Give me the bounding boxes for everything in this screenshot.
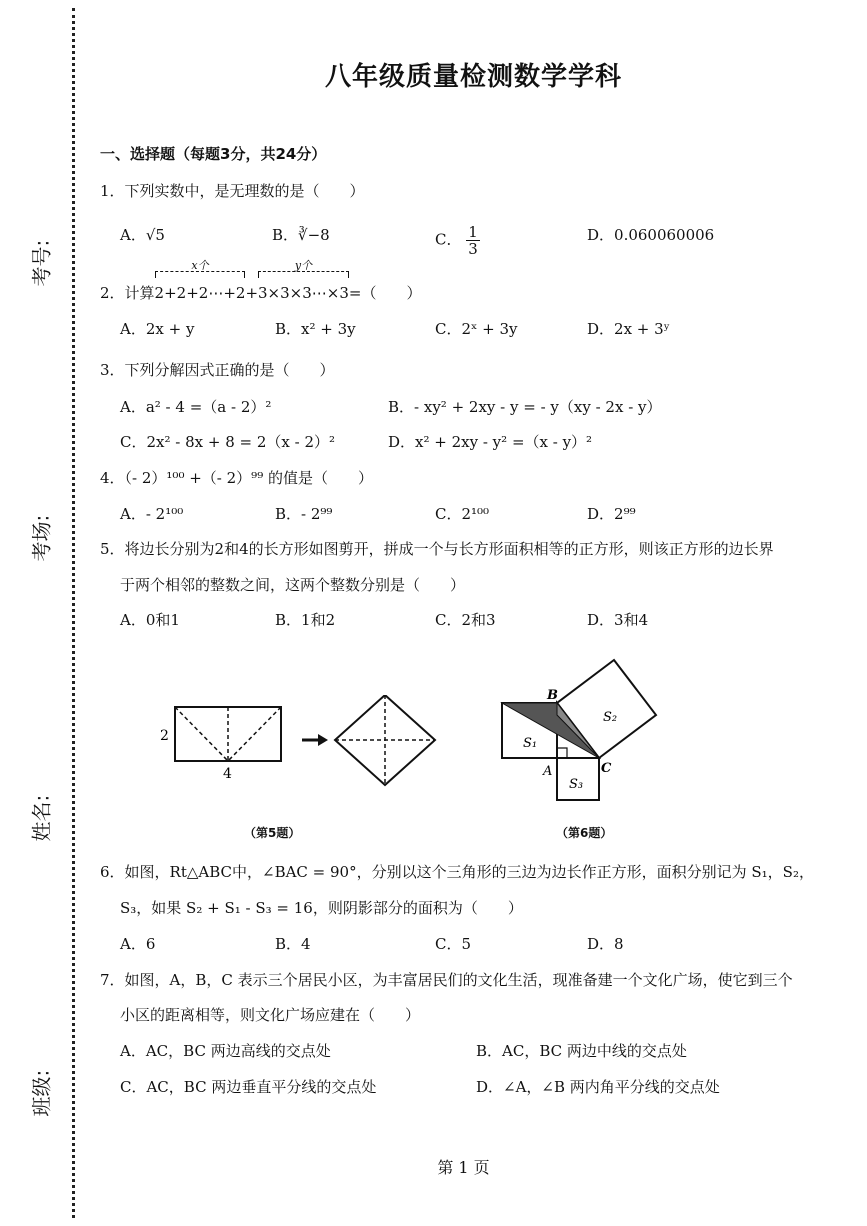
- q2-sum-count: x个: [191, 259, 209, 272]
- q1-option-a: A．√5: [120, 226, 165, 244]
- q7-option-a: A．AC，BC 两边高线的交点处: [120, 1042, 331, 1060]
- name-label: 姓名:: [29, 794, 54, 842]
- q5-option-a: A．0和1: [120, 611, 180, 629]
- q6-option-d: D．8: [587, 935, 624, 953]
- q2-suffix: =（ ）: [348, 284, 422, 302]
- binding-dotted-line: [72, 8, 75, 1218]
- page-title: 八年级质量检测数学学科: [324, 62, 622, 92]
- q6-shaded-region: [502, 703, 599, 758]
- q3-option-b: B．- xy² + 2xy - y = - y（xy - 2x - y）: [388, 398, 662, 416]
- class-label: 班级:: [29, 1069, 54, 1117]
- q5-cut-line: [175, 707, 228, 761]
- q2-option-c: C．2ˣ + 3y: [435, 320, 518, 338]
- q2-plus: +: [245, 284, 259, 302]
- q5-cut-line: [228, 707, 281, 761]
- q5-stem-line1: 5．将边长分别为2和4的长方形如图剪开，拼成一个与长方形面积相等的正方形，则该正方形的边长界: [100, 540, 774, 558]
- q4-stem: 4．（- 2）¹⁰⁰ +（- 2）⁹⁹ 的值是（ ）: [100, 469, 373, 487]
- q6-label-b: B: [547, 688, 558, 703]
- q6-option-a: A．6: [120, 935, 156, 953]
- q2-option-a: A．2x + y: [120, 320, 195, 338]
- q4-option-b: B．- 2⁹⁹: [275, 505, 333, 523]
- q5-stem-line2: 于两个相邻的整数之间，这两个整数分别是（ ）: [120, 576, 466, 594]
- q6-figure: [495, 655, 665, 805]
- q5-fig-side-label: 2: [160, 728, 169, 744]
- q2-product-count: y个: [294, 259, 313, 272]
- page-number: 第 1 页: [437, 1158, 490, 1177]
- q7-option-b: B．AC，BC 两边中线的交点处: [476, 1042, 687, 1060]
- q1-option-c: [435, 224, 480, 257]
- q5-option-d: D．3和4: [587, 611, 649, 629]
- q1-option-b: B．∛−8: [272, 226, 330, 244]
- exam-room-label: 考场:: [29, 514, 54, 562]
- q6-label-s3: S₃: [569, 777, 584, 792]
- q7-stem-line2: 小区的距离相等，则文化广场应建在（ ）: [120, 1006, 421, 1024]
- q1-option-c-label: C．: [435, 230, 462, 249]
- q6-label-c: C: [601, 761, 612, 776]
- arrow-head: [318, 734, 328, 746]
- q3-option-a: A．a² - 4 =（a - 2）²: [120, 398, 272, 416]
- q6-caption: （第6题）: [556, 826, 613, 840]
- q4-option-d: D．2⁹⁹: [587, 505, 636, 523]
- q2-option-d: D．2x + 3ʸ: [587, 320, 671, 338]
- q2-stem: [100, 259, 422, 303]
- q5-caption: （第5题）: [244, 826, 301, 840]
- q1-fraction-numerator: 1: [468, 223, 478, 241]
- q6-label-s2: S₂: [603, 710, 618, 725]
- q6-option-b: B．4: [275, 935, 311, 953]
- q2-product-terms: 3×3×3⋯×3: [258, 284, 349, 302]
- q2-option-b: B．x² + 3y: [275, 320, 356, 338]
- q2-sum-terms: 2+2+2⋯+2: [154, 284, 246, 302]
- q1-stem: 1．下列实数中，是无理数的是（ ）: [100, 182, 365, 200]
- q1-fraction-denominator: 3: [468, 240, 478, 258]
- q5-option-b: B．1和2: [275, 611, 336, 629]
- q2-prefix: 2．计算: [100, 284, 155, 302]
- q3-option-c: C．2x² - 8x + 8 = 2（x - 2）²: [120, 433, 336, 451]
- q4-option-a: A．- 2¹⁰⁰: [120, 505, 184, 523]
- q6-stem-line1: 6．如图，Rt△ABC中，∠BAC = 90°，分别以这个三角形的三边为边长作正方形，面积分别记为 S₁，S₂，: [100, 863, 814, 881]
- section-heading: 一、选择题（每题3分，共24分）: [100, 145, 327, 163]
- q6-square-s2: [557, 660, 656, 758]
- q3-stem: 3．下列分解因式正确的是（ ）: [100, 361, 335, 379]
- q7-option-c: C．AC，BC 两边垂直平分线的交点处: [120, 1078, 377, 1096]
- right-angle-mark: [557, 748, 567, 758]
- q5-fig-bottom-label: 4: [223, 766, 232, 782]
- q6-label-s1: S₁: [523, 736, 538, 751]
- q7-stem-line1: 7．如图，A，B，C 表示三个居民小区，为丰富居民们的文化生活，现准备建一个文化广场，使它到三个: [100, 971, 793, 989]
- q1-option-d: D．0.060060006: [587, 226, 715, 244]
- exam-number-label: 考号:: [29, 239, 54, 287]
- q5-figure: [150, 695, 450, 790]
- q3-option-d: D．x² + 2xy - y² =（x - y）²: [388, 433, 593, 451]
- q6-stem-line2: S₃，如果 S₂ + S₁ - S₃ = 16，则阴影部分的面积为（ ）: [120, 899, 523, 917]
- q7-option-d: D．∠A，∠B 两内角平分线的交点处: [476, 1078, 720, 1096]
- q5-option-c: C．2和3: [435, 611, 496, 629]
- q4-option-c: C．2¹⁰⁰: [435, 505, 490, 523]
- q6-option-c: C．5: [435, 935, 472, 953]
- q6-label-a: A: [543, 764, 553, 779]
